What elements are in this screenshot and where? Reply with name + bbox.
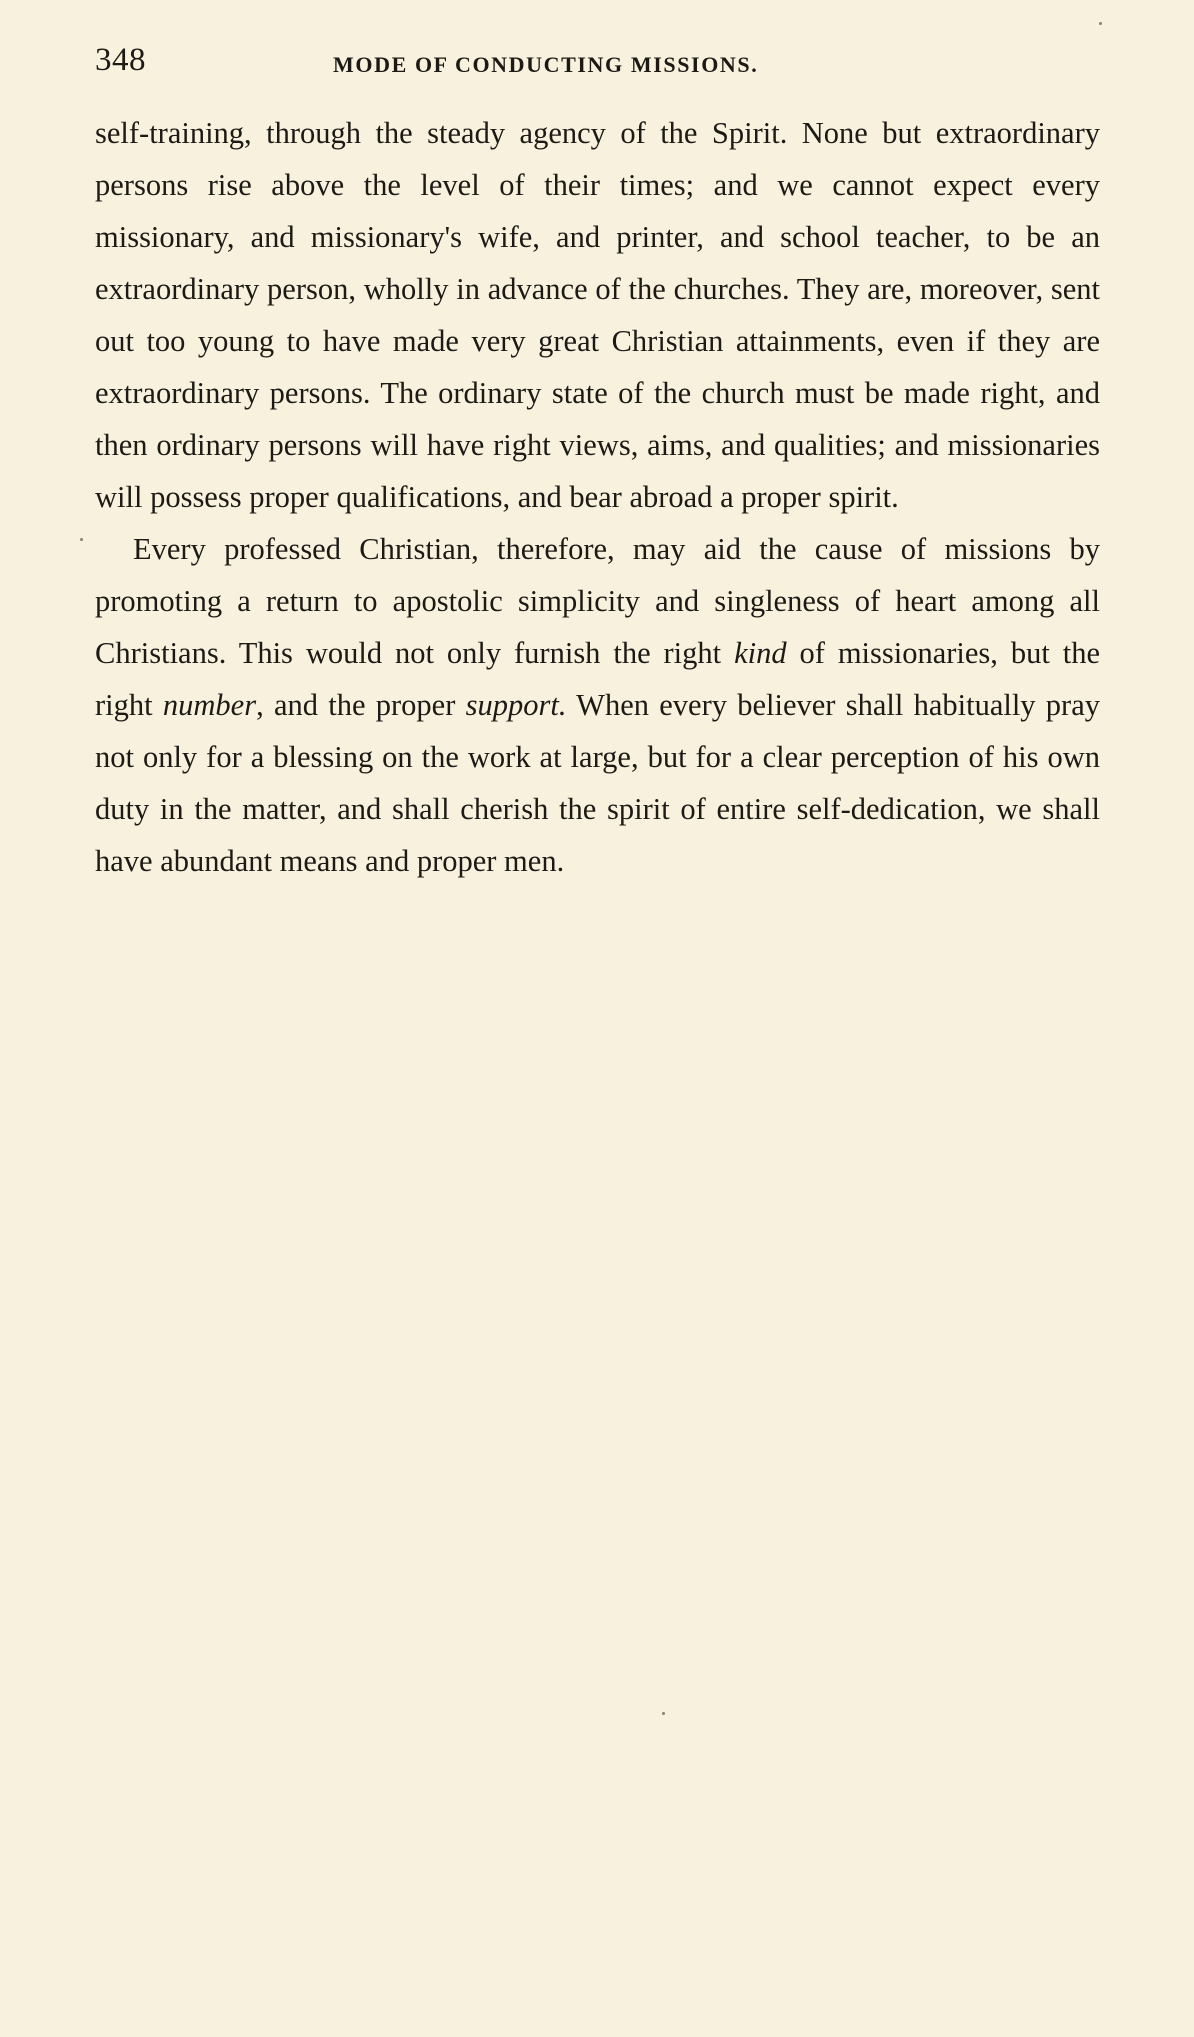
paragraph-2-text-4: When every believer shall habitually pray not only for a blessing on the work at large, but for a clear perception of his own duty in the matter, and shall cherish the spirit of entire self-dedication, we shall have abundant means and proper men. [95,688,1101,878]
emphasis-support: support. [465,688,567,722]
paper-speck [662,1712,665,1715]
paragraph-2-text-3: , and the proper [256,688,466,722]
paragraph-1: self-training, through the steady agency of the Spirit. None but extraordinary persons rise above the level of their times; and we cannot expect every missionary, and missionary's wife, and printer, and school teacher, to be an extraordinary person, wholly in advance of the churches. They are, moreover, sent out too young to have made very great Christian attainments, even if they are extraordinary persons. The ordinary state of the church must be made right, and then ordinary persons will have right views, aims, and qualities; and missionaries will possess proper qualifications, and bear abroad a proper spirit. [95,116,1100,514]
paper-speck [80,538,83,541]
running-title: MODE OF CONDUCTING MISSIONS. [333,52,759,77]
paragraph-2-text-1: Every professed Christian, therefore, may aid the cause of missions by promoting a return to apostolic simplicity and singleness of heart among all Christians. This would not only furnish the right [95,532,1100,670]
page-header [95,42,1100,92]
emphasis-kind: kind [734,636,787,670]
paper-speck [1099,22,1102,25]
paragraph-2-text-2: of missionaries, but the right [95,636,1100,722]
page-number: 348 [95,42,146,78]
body-text [95,107,1100,887]
paragraph-2 [95,523,1100,887]
emphasis-number: number [162,688,257,722]
